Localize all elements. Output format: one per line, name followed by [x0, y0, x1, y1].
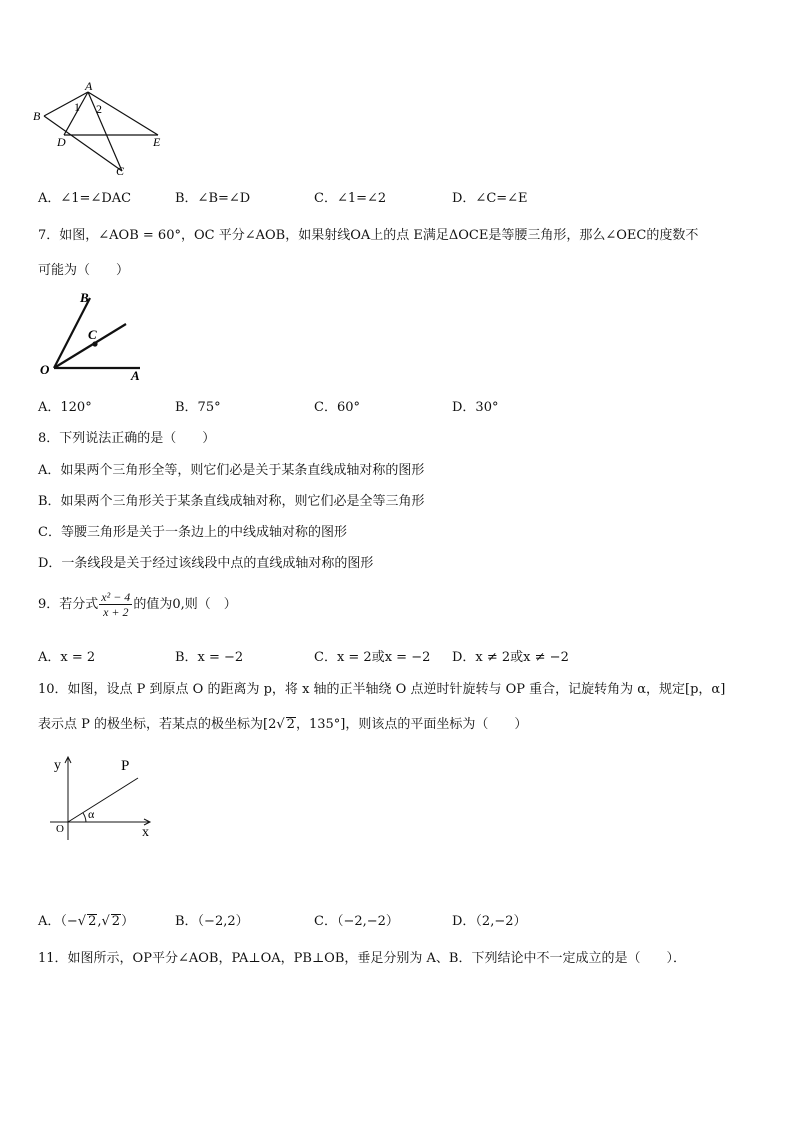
angle-1-label: 1	[74, 100, 80, 114]
q9-fraction	[99, 590, 132, 619]
q9-stem	[38, 590, 237, 619]
q9-option-b: B．x = −2	[175, 650, 244, 665]
q9-numerator: x² − 4	[101, 590, 131, 604]
q9-option-d: D．x ≠ 2或x ≠ −2	[452, 650, 569, 665]
q10-option-a-radicand-1: 2	[88, 914, 97, 929]
label-A: A	[85, 79, 93, 93]
angle-figure-q7	[36, 288, 156, 383]
q9-option-c: C．x = 2或x = −2	[314, 650, 431, 665]
q9-option-a: A．x = 2	[38, 650, 96, 665]
q8-option-d: D．一条线段是关于经过该线段中点的直线成轴对称的图形	[38, 556, 374, 571]
sqrt-sign: √	[276, 717, 285, 732]
label-C: C	[116, 164, 125, 178]
q7-option-a: A．120°	[38, 400, 92, 415]
q10-option-a-open: A．（−	[38, 914, 78, 929]
x-axis-label: x	[142, 825, 149, 840]
q6-option-c: C．∠1=∠2	[314, 191, 387, 206]
origin-label: O	[56, 823, 64, 835]
triangle-figure-q6	[30, 78, 180, 178]
q6-option-a: A．∠1=∠DAC	[38, 191, 132, 206]
angle-2-label: 2	[96, 102, 102, 116]
q10-line2-start: 表示点 P 的极坐标，若某点的极坐标为[2	[38, 717, 277, 732]
q8-stem: 8．下列说法正确的是（ ）	[38, 431, 216, 446]
q7-option-b: B．75°	[175, 400, 221, 415]
q10-option-a-comma: ,	[97, 914, 102, 929]
q6-option-b: B．∠B=∠D	[175, 191, 251, 206]
q10-option-b: B．（−2,2）	[175, 914, 249, 929]
label-A: A	[131, 368, 140, 383]
q8-option-b: B．如果两个三角形关于某条直线成轴对称，则它们必是全等三角形	[38, 494, 425, 509]
q11-stem-line1: 11．如图所示，OP平分∠AOB，PA⊥OA，PB⊥OB，垂足分别为 A、B．下列结论中不一定成立的是（ ）．	[38, 951, 686, 966]
q6-option-d: D．∠C=∠E	[452, 191, 528, 206]
q9-prefix: 9．若分式	[38, 597, 99, 612]
q10-option-a	[38, 910, 134, 929]
label-C: C	[88, 327, 97, 342]
point-p-label: P	[121, 758, 130, 774]
label-B: B	[80, 290, 89, 305]
q9-denominator: x + 2	[103, 605, 129, 619]
label-B: B	[33, 109, 41, 123]
q9-suffix: 的值为0,则（ ）	[133, 597, 237, 612]
sqrt-sign: √	[77, 914, 87, 929]
sqrt-sign: √	[101, 914, 110, 929]
y-axis-label: y	[54, 758, 61, 773]
q7-option-d: D．30°	[452, 400, 499, 415]
q10-stem-line2	[38, 713, 527, 732]
q7-stem-line2: 可能为（ ）	[38, 263, 130, 278]
label-E: E	[153, 135, 161, 149]
q8-option-c: C．等腰三角形是关于一条边上的中线成轴对称的图形	[38, 525, 347, 540]
q10-option-d: D．（2,−2）	[452, 914, 527, 929]
q7-option-c: C．60°	[314, 400, 360, 415]
q10-option-c: C．（−2,−2）	[314, 914, 399, 929]
label-O: O	[40, 362, 50, 377]
q10-option-a-radicand-2: 2	[111, 914, 121, 929]
q7-stem-line1: 7．如图，∠AOB = 60°，OC 平分∠AOB，如果射线OA上的点 E满足ΔOCE是等腰三角形，那么∠OEC的度数不	[38, 228, 699, 243]
q10-stem-line1: 10．如图，设点 P 到原点 O 的距离为 p，将 x 轴的正半轴绕 O 点逆时针旋转与 OP 重合，记旋转角为 α，规定[p，α]	[38, 682, 726, 697]
q10-option-a-close: ）	[121, 914, 135, 929]
q8-option-a: A．如果两个三角形全等，则它们必是关于某条直线成轴对称的图形	[38, 463, 425, 478]
q10-line2-end: ，135°]，则该点的平面坐标为（ ）	[295, 717, 528, 732]
q10-radicand: 2	[286, 717, 295, 732]
angle-alpha-label: α	[88, 807, 95, 821]
polar-figure-q10	[46, 752, 166, 844]
label-D: D	[57, 135, 66, 149]
